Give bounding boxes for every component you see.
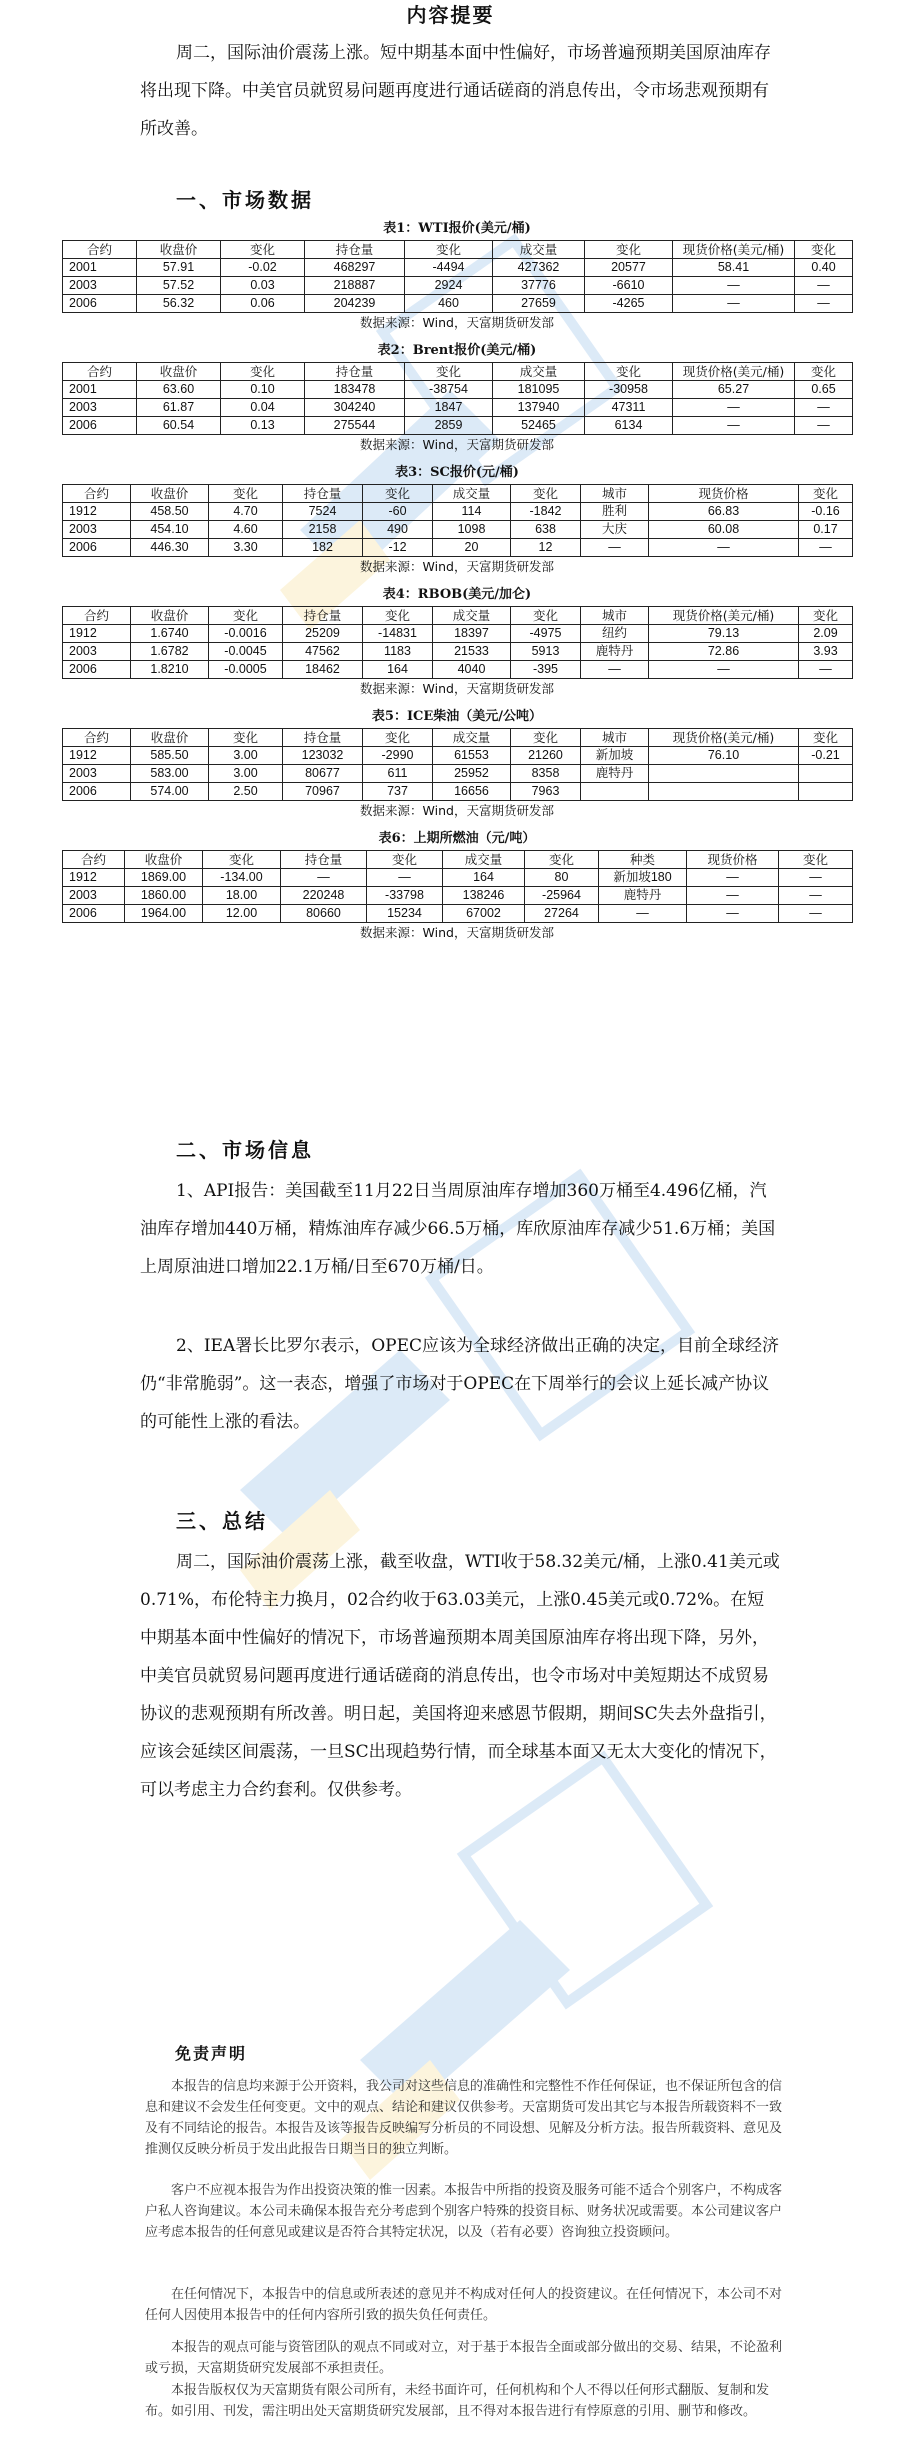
table-title: 表2：Brent报价(美元/桶) <box>377 343 537 358</box>
table-cell: 70967 <box>283 783 363 801</box>
table-cell: 0.65 <box>795 381 853 399</box>
col-header: 变化 <box>795 241 853 259</box>
table-ice-gasoil <box>62 706 852 821</box>
table-cell: 2006 <box>63 295 137 313</box>
table-cell: -134.00 <box>203 869 281 887</box>
header-row <box>63 241 853 259</box>
col-header: 变化 <box>363 607 433 625</box>
data-table <box>62 240 853 313</box>
table-cell: 0.06 <box>221 295 305 313</box>
table-cell: 18462 <box>283 661 363 679</box>
table-cell: 37776 <box>493 277 585 295</box>
table-cell: 鹿特丹 <box>599 887 687 905</box>
source-note: 数据来源：Wind，天富期货研发部 <box>360 925 554 940</box>
table-cell: 2003 <box>63 277 137 295</box>
table-cell: 25209 <box>283 625 363 643</box>
table-cell: 1.8210 <box>131 661 209 679</box>
table-cell: -25964 <box>525 887 599 905</box>
table-cell: 737 <box>363 783 433 801</box>
table-cell: 0.04 <box>221 399 305 417</box>
table-cell: 7963 <box>511 783 581 801</box>
table-cell: — <box>367 869 443 887</box>
table-cell: 611 <box>363 765 433 783</box>
table-cell: 2.50 <box>209 783 283 801</box>
table-cell: -4494 <box>405 259 493 277</box>
disclaimer-paragraph-4: 本报告的观点可能与资管团队的观点不同或对立，对于基于本报告全面或部分做出的交易、结果，不论盈利或亏损，天富期货研究发展部不承担责任。 <box>145 2340 783 2376</box>
col-header: 城市 <box>581 729 649 747</box>
table-cell: 65.27 <box>673 381 795 399</box>
table-cell: 1183 <box>363 643 433 661</box>
table-cell: 1912 <box>63 869 125 887</box>
col-header: 变化 <box>511 729 581 747</box>
table-cell: 0.13 <box>221 417 305 435</box>
table-cell: 80 <box>525 869 599 887</box>
table-cell <box>581 783 649 801</box>
table-wti <box>62 218 852 333</box>
table-title: 表1：WTI报价(美元/桶) <box>383 221 531 236</box>
table-row <box>63 783 853 801</box>
table-cell: 583.00 <box>131 765 209 783</box>
table-cell: 18397 <box>433 625 511 643</box>
col-header: 成交量 <box>443 851 525 869</box>
disclaimer-title: 免责声明 <box>175 2044 248 2063</box>
col-header: 收盘价 <box>137 363 221 381</box>
table-cell: 57.91 <box>137 259 221 277</box>
table-cell: 204239 <box>305 295 405 313</box>
table-cell: 6134 <box>585 417 673 435</box>
header-row <box>63 363 853 381</box>
table-row <box>63 625 853 643</box>
table-cell: 2006 <box>63 905 125 923</box>
col-header: 合约 <box>63 607 131 625</box>
table-cell: 3.00 <box>209 765 283 783</box>
table-cell: — <box>673 295 795 313</box>
table-cell: 56.32 <box>137 295 221 313</box>
table-cell: 67002 <box>443 905 525 923</box>
table-cell: 304240 <box>305 399 405 417</box>
col-header: 变化 <box>511 607 581 625</box>
col-header: 收盘价 <box>125 851 203 869</box>
col-header: 变化 <box>525 851 599 869</box>
conclusion-paragraph: 周二，国际油价震荡上涨，截至收盘，WTI收于58.32美元/桶，上涨0.41美元或0.71%，布伦特主力换月，02合约收于63.03美元，上涨0.45美元或0.72%。在短中期基本面中性偏好的情况下，市场普遍预期本周美国原油库存将出现下降，另外，中美官员就贸易问题再度进行通话磋商的消息传出，也令市场对中美短期达不成贸易协议的悲观预期有所改善。明日起，美国将迎来感恩节假期，期间SC失去外盘指引，应该会延续区间震荡，一旦SC出现趋势行情，而全球基本面又无太大变化的情况下，可以考虑主力合约套利。仅供参考。 <box>140 1552 780 1800</box>
table-cell: 0.40 <box>795 259 853 277</box>
section-heading-market-info: 二、市场信息 <box>176 1138 314 1162</box>
table-cell: 2003 <box>63 399 137 417</box>
col-header: 持仓量 <box>305 241 405 259</box>
col-header: 变化 <box>585 241 673 259</box>
col-header: 变化 <box>363 729 433 747</box>
table-cell: — <box>779 887 853 905</box>
disclaimer-paragraph-1: 本报告的信息均来源于公开资料，我公司对这些信息的准确性和完整性不作任何保证，也不保证所包含的信息和建议不会发生任何变更。文中的观点、结论和建议仅供参考。天富期货可发出其它与本报告所载资料不一致及有不同结论的报告。本报告及该等报告反映编写分析员的不同设想、见解及分析方法。报告所载资料、意见及推测仅反映分析员于发出此报告日期当日的独立判断。 <box>145 2079 783 2157</box>
col-header: 合约 <box>63 729 131 747</box>
table-cell: 8358 <box>511 765 581 783</box>
col-header: 收盘价 <box>137 241 221 259</box>
table-cell: 4.60 <box>209 521 283 539</box>
table-cell: 164 <box>443 869 525 887</box>
table-cell: 47562 <box>283 643 363 661</box>
table-cell: 47311 <box>585 399 673 417</box>
table-row <box>63 905 853 923</box>
table-cell: 164 <box>363 661 433 679</box>
table-cell: 80660 <box>281 905 367 923</box>
col-header: 合约 <box>63 485 131 503</box>
table-cell: -395 <box>511 661 581 679</box>
table-row <box>63 417 853 435</box>
page-title: 内容提要 <box>406 3 495 27</box>
table-cell: -0.0045 <box>209 643 283 661</box>
table-cell: 1.6782 <box>131 643 209 661</box>
table-row <box>63 503 853 521</box>
table-cell: 0.10 <box>221 381 305 399</box>
table-cell: 20 <box>433 539 511 557</box>
data-table <box>62 484 853 557</box>
table-cell: 52465 <box>493 417 585 435</box>
table-cell <box>649 765 799 783</box>
col-header: 变化 <box>585 363 673 381</box>
table-cell: 2924 <box>405 277 493 295</box>
table-sc <box>62 462 852 577</box>
col-header: 成交量 <box>433 607 511 625</box>
table-cell: — <box>779 905 853 923</box>
table-cell: — <box>779 869 853 887</box>
table-cell: 2859 <box>405 417 493 435</box>
table-cell: 2006 <box>63 539 131 557</box>
table-cell: 2003 <box>63 887 125 905</box>
table-cell: 80677 <box>283 765 363 783</box>
table-cell: 1912 <box>63 747 131 765</box>
header-row <box>63 729 853 747</box>
col-header: 成交量 <box>433 485 511 503</box>
table-cell: — <box>649 539 799 557</box>
table-cell: -1842 <box>511 503 581 521</box>
disclaimer-paragraph-3: 在任何情况下，本报告中的信息或所表述的意见并不构成对任何人的投资建议。在任何情况下，本公司不对任何人因使用本报告中的任何内容所引致的损失负任何责任。 <box>145 2287 783 2323</box>
table-cell: — <box>581 661 649 679</box>
table-cell: 468297 <box>305 259 405 277</box>
section-heading-conclusion: 三、总结 <box>176 1509 268 1533</box>
table-row <box>63 277 853 295</box>
table-shfe-fuel-oil <box>62 828 852 943</box>
market-info-paragraph-2: 2、IEA署长比罗尔表示，OPEC应该为全球经济做出正确的决定，目前全球经济仍“非常脆弱”。这一表态，增强了市场对于OPEC在下周举行的会议上延长减产协议的可能性上涨的看法。 <box>140 1336 780 1432</box>
col-header: 持仓量 <box>283 729 363 747</box>
col-header: 变化 <box>799 485 853 503</box>
table-cell: -4975 <box>511 625 581 643</box>
table-cell: 27659 <box>493 295 585 313</box>
table-cell: -60 <box>363 503 433 521</box>
table-cell: — <box>649 661 799 679</box>
table-row <box>63 295 853 313</box>
table-cell: 79.13 <box>649 625 799 643</box>
table-cell: 1098 <box>433 521 511 539</box>
table-cell: — <box>795 277 853 295</box>
table-cell: 纽约 <box>581 625 649 643</box>
col-header: 收盘价 <box>131 485 209 503</box>
table-cell: 61553 <box>433 747 511 765</box>
source-note: 数据来源：Wind，天富期货研发部 <box>360 681 554 696</box>
table-row <box>63 765 853 783</box>
table-cell: 218887 <box>305 277 405 295</box>
header-row <box>63 485 853 503</box>
table-cell: — <box>799 539 853 557</box>
table-cell: -4265 <box>585 295 673 313</box>
table-cell: 2006 <box>63 417 137 435</box>
table-cell: 3.00 <box>209 747 283 765</box>
table-cell: -2990 <box>363 747 433 765</box>
table-cell: — <box>281 869 367 887</box>
table-cell: 12 <box>511 539 581 557</box>
table-title: 表3：SC报价(元/桶) <box>395 465 519 480</box>
col-header: 持仓量 <box>305 363 405 381</box>
col-header: 现货价格(美元/桶) <box>649 607 799 625</box>
table-cell: — <box>795 295 853 313</box>
table-cell: 454.10 <box>131 521 209 539</box>
table-cell: 183478 <box>305 381 405 399</box>
source-note: 数据来源：Wind，天富期货研发部 <box>360 315 554 330</box>
table-cell: 2006 <box>63 661 131 679</box>
table-cell: 胜利 <box>581 503 649 521</box>
header-row <box>63 851 853 869</box>
table-cell: 137940 <box>493 399 585 417</box>
table-cell: 76.10 <box>649 747 799 765</box>
table-cell: 鹿特丹 <box>581 643 649 661</box>
table-cell: -6610 <box>585 277 673 295</box>
table-brent <box>62 340 852 455</box>
col-header: 变化 <box>405 241 493 259</box>
table-cell: 0.17 <box>799 521 853 539</box>
col-header: 现货价格(美元/桶) <box>649 729 799 747</box>
table-cell: 60.54 <box>137 417 221 435</box>
table-title: 表6：上期所燃油（元/吨） <box>378 831 536 846</box>
table-cell: 2158 <box>283 521 363 539</box>
col-header: 城市 <box>581 607 649 625</box>
col-header: 变化 <box>511 485 581 503</box>
col-header: 变化 <box>209 729 283 747</box>
table-cell: 2.09 <box>799 625 853 643</box>
col-header: 收盘价 <box>131 729 209 747</box>
market-info-paragraph-1: 1、API报告：美国截至11月22日当周原油库存增加360万桶至4.496亿桶，汽油库存增加440万桶，精炼油库存减少66.5万桶，库欣原油库存减少51.6万桶；美国上周原油进口增加22.1万桶/日至670万桶/日。 <box>140 1181 776 1277</box>
table-row <box>63 747 853 765</box>
col-header: 合约 <box>63 363 137 381</box>
table-cell: 18.00 <box>203 887 281 905</box>
disclaimer-paragraph-5: 本报告版权仅为天富期货有限公司所有，未经书面许可，任何机构和个人不得以任何形式翻版、复制和发布。如引用、刊发，需注明出处天富期货研究发展部，且不得对本报告进行有悖原意的引用、删节和修改。 <box>145 2383 770 2419</box>
table-cell: — <box>687 869 779 887</box>
col-header: 成交量 <box>493 241 585 259</box>
table-cell: 20577 <box>585 259 673 277</box>
table-cell: — <box>673 277 795 295</box>
col-header: 城市 <box>581 485 649 503</box>
table-row <box>63 521 853 539</box>
table-row <box>63 869 853 887</box>
col-header: 现货价格(美元/桶) <box>673 241 795 259</box>
table-row <box>63 381 853 399</box>
table-cell: -30958 <box>585 381 673 399</box>
source-note: 数据来源：Wind，天富期货研发部 <box>360 437 554 452</box>
table-cell: 7524 <box>283 503 363 521</box>
table-cell: 16656 <box>433 783 511 801</box>
col-header: 变化 <box>209 607 283 625</box>
table-cell: 574.00 <box>131 783 209 801</box>
summary-paragraph: 周二，国际油价震荡上涨。短中期基本面中性偏好，市场普遍预期美国原油库存将出现下降。中美官员就贸易问题再度进行通话磋商的消息传出，令市场悲观预期有所改善。 <box>140 43 771 139</box>
table-cell: 57.52 <box>137 277 221 295</box>
table-cell: -38754 <box>405 381 493 399</box>
col-header: 变化 <box>367 851 443 869</box>
table-cell: 1860.00 <box>125 887 203 905</box>
col-header: 持仓量 <box>283 607 363 625</box>
table-cell: -0.16 <box>799 503 853 521</box>
table-cell: -14831 <box>363 625 433 643</box>
table-cell: 638 <box>511 521 581 539</box>
col-header: 持仓量 <box>281 851 367 869</box>
col-header: 变化 <box>363 485 433 503</box>
table-cell: 新加坡 <box>581 747 649 765</box>
table-cell: 3.93 <box>799 643 853 661</box>
table-cell: 2006 <box>63 783 131 801</box>
table-cell: 1.6740 <box>131 625 209 643</box>
table-row <box>63 643 853 661</box>
table-cell: 1964.00 <box>125 905 203 923</box>
table-cell: 490 <box>363 521 433 539</box>
source-note: 数据来源：Wind，天富期货研发部 <box>360 803 554 818</box>
col-header: 成交量 <box>493 363 585 381</box>
table-cell: 2001 <box>63 381 137 399</box>
table-cell: 0.03 <box>221 277 305 295</box>
table-cell: 12.00 <box>203 905 281 923</box>
table-cell: — <box>581 539 649 557</box>
table-row <box>63 259 853 277</box>
table-cell: 72.86 <box>649 643 799 661</box>
table-cell: 新加坡180 <box>599 869 687 887</box>
table-cell: 181095 <box>493 381 585 399</box>
table-cell: 2003 <box>63 521 131 539</box>
table-row <box>63 661 853 679</box>
table-cell: — <box>795 417 853 435</box>
table-cell: 5913 <box>511 643 581 661</box>
table-cell: 15234 <box>367 905 443 923</box>
table-cell: 458.50 <box>131 503 209 521</box>
table-cell: — <box>687 887 779 905</box>
table-cell: 66.83 <box>649 503 799 521</box>
col-header: 种类 <box>599 851 687 869</box>
col-header: 变化 <box>221 363 305 381</box>
table-cell: 1912 <box>63 503 131 521</box>
col-header: 变化 <box>405 363 493 381</box>
table-rbob <box>62 584 852 699</box>
table-cell <box>799 783 853 801</box>
data-table <box>62 362 853 435</box>
col-header: 合约 <box>63 241 137 259</box>
table-cell: 61.87 <box>137 399 221 417</box>
table-cell: -0.0005 <box>209 661 283 679</box>
table-cell: — <box>799 661 853 679</box>
table-cell: -33798 <box>367 887 443 905</box>
section-heading-market-data: 一、市场数据 <box>176 188 314 212</box>
table-cell: — <box>673 399 795 417</box>
source-note: 数据来源：Wind，天富期货研发部 <box>360 559 554 574</box>
col-header: 变化 <box>221 241 305 259</box>
table-cell: 鹿特丹 <box>581 765 649 783</box>
col-header: 收盘价 <box>131 607 209 625</box>
table-row <box>63 539 853 557</box>
table-cell: 21260 <box>511 747 581 765</box>
table-title: 表4：RBOB(美元/加仑) <box>382 587 532 602</box>
col-header: 现货价格 <box>649 485 799 503</box>
table-cell: — <box>673 417 795 435</box>
table-cell: 63.60 <box>137 381 221 399</box>
table-cell: 4.70 <box>209 503 283 521</box>
table-title: 表5：ICE柴油（美元/公吨） <box>371 709 543 724</box>
table-cell: 27264 <box>525 905 599 923</box>
table-cell: 3.30 <box>209 539 283 557</box>
table-cell: 1869.00 <box>125 869 203 887</box>
col-header: 现货价格(美元/桶) <box>673 363 795 381</box>
table-row <box>63 887 853 905</box>
data-table <box>62 728 853 801</box>
col-header: 合约 <box>63 851 125 869</box>
col-header: 变化 <box>799 729 853 747</box>
table-cell: 2001 <box>63 259 137 277</box>
col-header: 持仓量 <box>283 485 363 503</box>
table-cell: 58.41 <box>673 259 795 277</box>
table-cell: -0.02 <box>221 259 305 277</box>
table-cell: — <box>687 905 779 923</box>
table-cell: -0.21 <box>799 747 853 765</box>
table-cell: 2003 <box>63 643 131 661</box>
col-header: 变化 <box>203 851 281 869</box>
table-cell: 25952 <box>433 765 511 783</box>
disclaimer-paragraph-2: 客户不应视本报告为作出投资决策的惟一因素。本报告中所指的投资及服务可能不适合个别客户，不构成客户私人咨询建议。本公司未确保本报告充分考虑到个别客户特殊的投资目标、财务状况或需要。本公司建议客户应考虑本报告的任何意见或建议是否符合其特定状况，以及（若有必要）咨询独立投资顾问。 <box>145 2183 783 2240</box>
table-cell <box>799 765 853 783</box>
table-cell: 275544 <box>305 417 405 435</box>
data-table <box>62 606 853 679</box>
col-header: 变化 <box>209 485 283 503</box>
table-cell: 182 <box>283 539 363 557</box>
col-header: 现货价格 <box>687 851 779 869</box>
table-cell: -12 <box>363 539 433 557</box>
table-cell: 1847 <box>405 399 493 417</box>
table-cell: 4040 <box>433 661 511 679</box>
table-cell: -0.0016 <box>209 625 283 643</box>
table-cell: 123032 <box>283 747 363 765</box>
col-header: 变化 <box>799 607 853 625</box>
table-cell: 446.30 <box>131 539 209 557</box>
table-cell: 427362 <box>493 259 585 277</box>
data-table <box>62 850 853 923</box>
table-cell: 220248 <box>281 887 367 905</box>
col-header: 成交量 <box>433 729 511 747</box>
table-cell <box>649 783 799 801</box>
table-cell: 460 <box>405 295 493 313</box>
header-row <box>63 607 853 625</box>
table-cell: 大庆 <box>581 521 649 539</box>
table-cell: 138246 <box>443 887 525 905</box>
col-header: 变化 <box>795 363 853 381</box>
table-cell: 1912 <box>63 625 131 643</box>
table-cell: — <box>795 399 853 417</box>
table-row <box>63 399 853 417</box>
table-cell: 21533 <box>433 643 511 661</box>
table-cell: 114 <box>433 503 511 521</box>
table-cell: 585.50 <box>131 747 209 765</box>
table-cell: 2003 <box>63 765 131 783</box>
table-cell: 60.08 <box>649 521 799 539</box>
table-cell: — <box>599 905 687 923</box>
col-header: 变化 <box>779 851 853 869</box>
